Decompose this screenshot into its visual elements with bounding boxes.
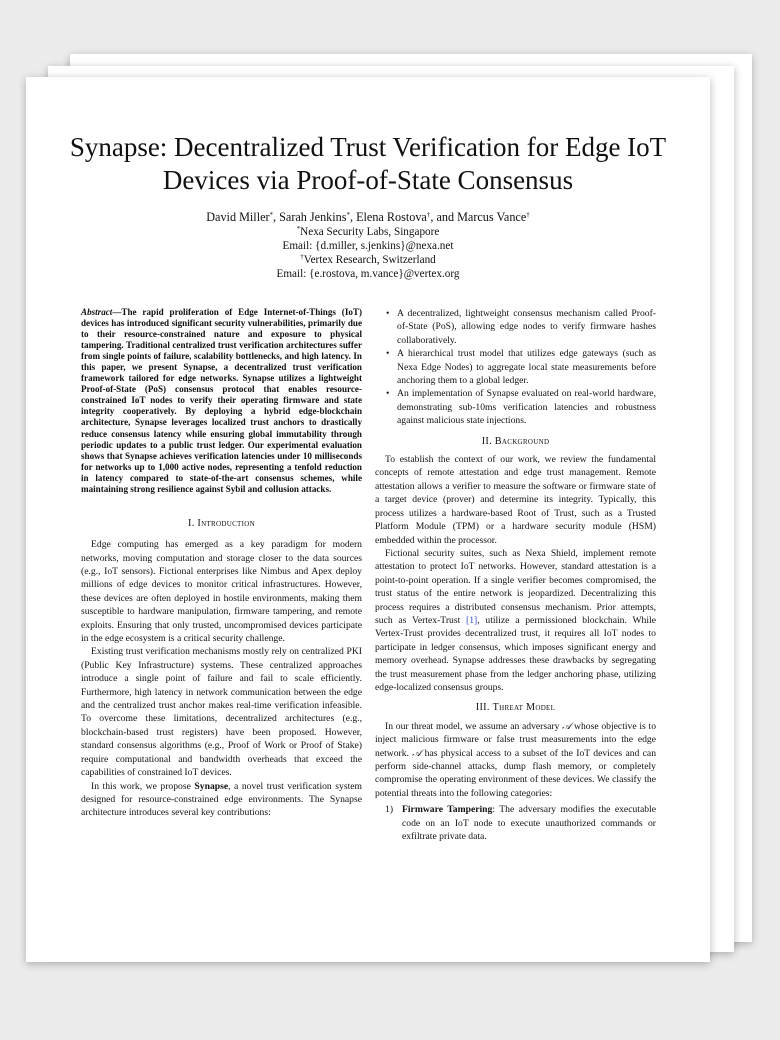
author-name: Marcus Vance xyxy=(457,210,527,224)
section-title: Background xyxy=(494,435,550,447)
section-title: Threat Model xyxy=(492,702,556,714)
threat-item xyxy=(375,803,656,843)
author-separator: , xyxy=(350,210,357,224)
author-separator: , xyxy=(273,210,280,224)
citation-link[interactable]: [1] xyxy=(466,614,478,626)
background-paragraph xyxy=(375,547,656,694)
intro-text: , a novel trust verification system designed for resource-constrained edge environments. The Synapse architecture introduces several key contributions: xyxy=(81,780,362,819)
intro-paragraph: Edge computing has emerged as a key paradigm for modern networks, moving computation and storage closer to the data sources (e.g., IoT sensors). Fictional enterprises like Nimbus and Apex deploy millions of edge devices to monitor critical infrastructures. However, these devices are often deployed in hostile environments, making them susceptible to hardware manipulation, firmware tampering, and remote exploits. Ensuring that only trusted, uncompromised devices participate in the edge ecosystem is a critical security challenge. xyxy=(81,539,362,645)
section-title: Introduction xyxy=(197,517,255,529)
abstract-label: Abstract xyxy=(81,307,113,317)
threat-text: whose objective is to inject malicious firmware or false trust measurements into the edge network. xyxy=(375,720,656,759)
author-name: Sarah Jenkins xyxy=(279,210,347,224)
affiliation-mark: † xyxy=(300,253,304,261)
adversary-symbol: 𝒜 xyxy=(562,720,572,732)
paper-title: Synapse: Decentralized Trust Verification for Edge IoT Devices via Proof-of-State Consensus xyxy=(69,132,667,195)
affiliation-mark: † xyxy=(426,211,431,219)
intro-paragraph: Existing trust verification mechanisms mostly rely on centralized PKI (Public Key Infrastructure) systems. These centralized approaches introduce a single point of failure and fail to scale efficiently. Furthermore, high latency in network communication between the edge and the centralized trust anchor makes real-time verification infeasible. To overcome these limitations, decentralized architectures (e.g., blockchain-based trust registers) have been proposed. However, standard consensus algorithms (e.g., Proof of Work or Proof of Stake) require computational and bandwidth overheads that exceed the capabilities of constrained IoT devices. xyxy=(81,646,362,779)
left-column xyxy=(81,307,362,820)
contribution-item: • A decentralized, lightweight consensus mechanism called Proof-of-State (PoS), allowing edge nodes to verify firmware hashes collaboratively. xyxy=(375,307,656,347)
affiliation-email: Email: {d.miller, s.jenkins}@nexa.net xyxy=(282,240,454,252)
section-number: III. xyxy=(475,702,493,714)
author-separator: , and xyxy=(430,210,458,224)
affiliation-name: Nexa Security Labs, Singapore xyxy=(300,226,440,238)
intro-paragraph xyxy=(81,780,362,820)
threat-text: has physical access to a subset of the IoT devices and can perform side-channel attacks, dump flash memory, or completely compromise the operating environment of these devices. We classify the potential threats into the following categories: xyxy=(375,747,657,799)
system-name: Synapse xyxy=(194,780,229,792)
affiliation xyxy=(66,253,670,267)
intro-text: In this work, we propose xyxy=(91,780,195,792)
author-name: Elena Rostova xyxy=(356,210,427,224)
author-name: David Miller xyxy=(206,210,270,224)
right-column xyxy=(375,307,656,843)
threat-description: : The adversary modifies the executable code on an IoT node to execute unauthorized commands or exfiltrate private data. xyxy=(402,804,656,843)
background-text: , utilize a permissioned blockchain. While Vertex-Trust provides decentralized trust, it requires all IoT nodes to participate in ledger consensus, which imposes significant energy and memory overhead. Synapse addresses these drawbacks by segregating the trust measurement phase from the ledger anchoring phase, utilizing edge-localized consensus groups. xyxy=(375,614,656,693)
affiliation-name: Vertex Research, Switzerland xyxy=(303,254,436,266)
threat-text: In our threat model, we assume an adversary xyxy=(385,720,563,732)
affiliation-mark: * xyxy=(346,211,350,219)
contribution-list xyxy=(375,307,656,428)
author-block xyxy=(66,210,670,281)
affiliation-email: Email: {e.rostova, m.vance}@vertex.org xyxy=(276,268,460,280)
section-number: II. xyxy=(481,435,495,447)
adversary-symbol: 𝒜 xyxy=(412,747,422,759)
affiliation-mark: * xyxy=(269,211,274,219)
contribution-item: • A hierarchical trust model that utilizes edge gateways (such as Nexa Edge Nodes) to aggregate local state measurements before anchoring them to a global ledger. xyxy=(375,347,656,387)
author-list xyxy=(66,210,670,224)
affiliation-mark: † xyxy=(526,211,530,219)
affiliation xyxy=(66,225,670,239)
threat-number: 1) xyxy=(385,804,394,816)
abstract xyxy=(81,307,362,495)
section-heading-background xyxy=(375,435,656,448)
background-text: Fictional security suites, such as Nexa Shield, implement remote attestation to protect IoT networks. However, standard attestation is a point-to-point operation. If a single verifier becomes compromised, the trust status of the entire network is jeopardized. Decentralizing this process requires a distributed consensus mechanism. Prior attempts, such as Vertex-Trust xyxy=(375,547,656,626)
section-heading-introduction xyxy=(81,517,362,530)
threat-term: Firmware Tampering xyxy=(402,804,493,816)
background-paragraph: To establish the context of our work, we review the fundamental concepts of remote attestation and edge trust management. Remote attestation allows a verifier to measure the software or firmware state of a target device (prover) and determine its integrity. Typically, this process utilizes a hardware-based Root of Trust, such as a Trusted Platform Module (TPM) or a hardware security module (HSM) embedded within the processor. xyxy=(375,454,656,546)
threat-paragraph xyxy=(375,720,656,800)
abstract-text: —The rapid proliferation of Edge Internet-of-Things (IoT) devices has introduced significant security vulnerabilities, primarily due to their resource-constrained nature and exposure to physical tampering. Traditional centralized trust verification architectures suffer from single points of failure, scalability bottlenecks, and high latency. In this paper, we present Synapse, a decentralized trust verification framework tailored for edge networks. Synapse utilizes a lightweight Proof-of-State (PoS) consensus protocol that enables resource-constrained IoT nodes to verify their operating firmware and state integrity cooperatively. By deploying a hybrid edge-blockchain architecture, Synapse leverages localized trust anchors to drastically reduce consensus latency while ensuring global immutability through periodic updates to a public trust ledger. Our experimental evaluation shows that Synapse achieves verification latencies under 10 milliseconds for networks up to 1,000 active nodes, representing a tenfold reduction in latency compared to state-of-the-art consensus schemes, while maintaining strong resilience against Sybil and collusion attacks. xyxy=(81,307,362,494)
section-number: I. xyxy=(188,517,198,529)
threat-list xyxy=(375,803,656,843)
contribution-item: • An implementation of Synapse evaluated on real-world hardware, demonstrating sub-10ms verification latencies and robustness against malicious state injections. xyxy=(375,387,656,427)
affiliation-mark: * xyxy=(296,225,301,233)
paper-page xyxy=(26,77,710,962)
section-heading-threat-model xyxy=(375,701,656,714)
